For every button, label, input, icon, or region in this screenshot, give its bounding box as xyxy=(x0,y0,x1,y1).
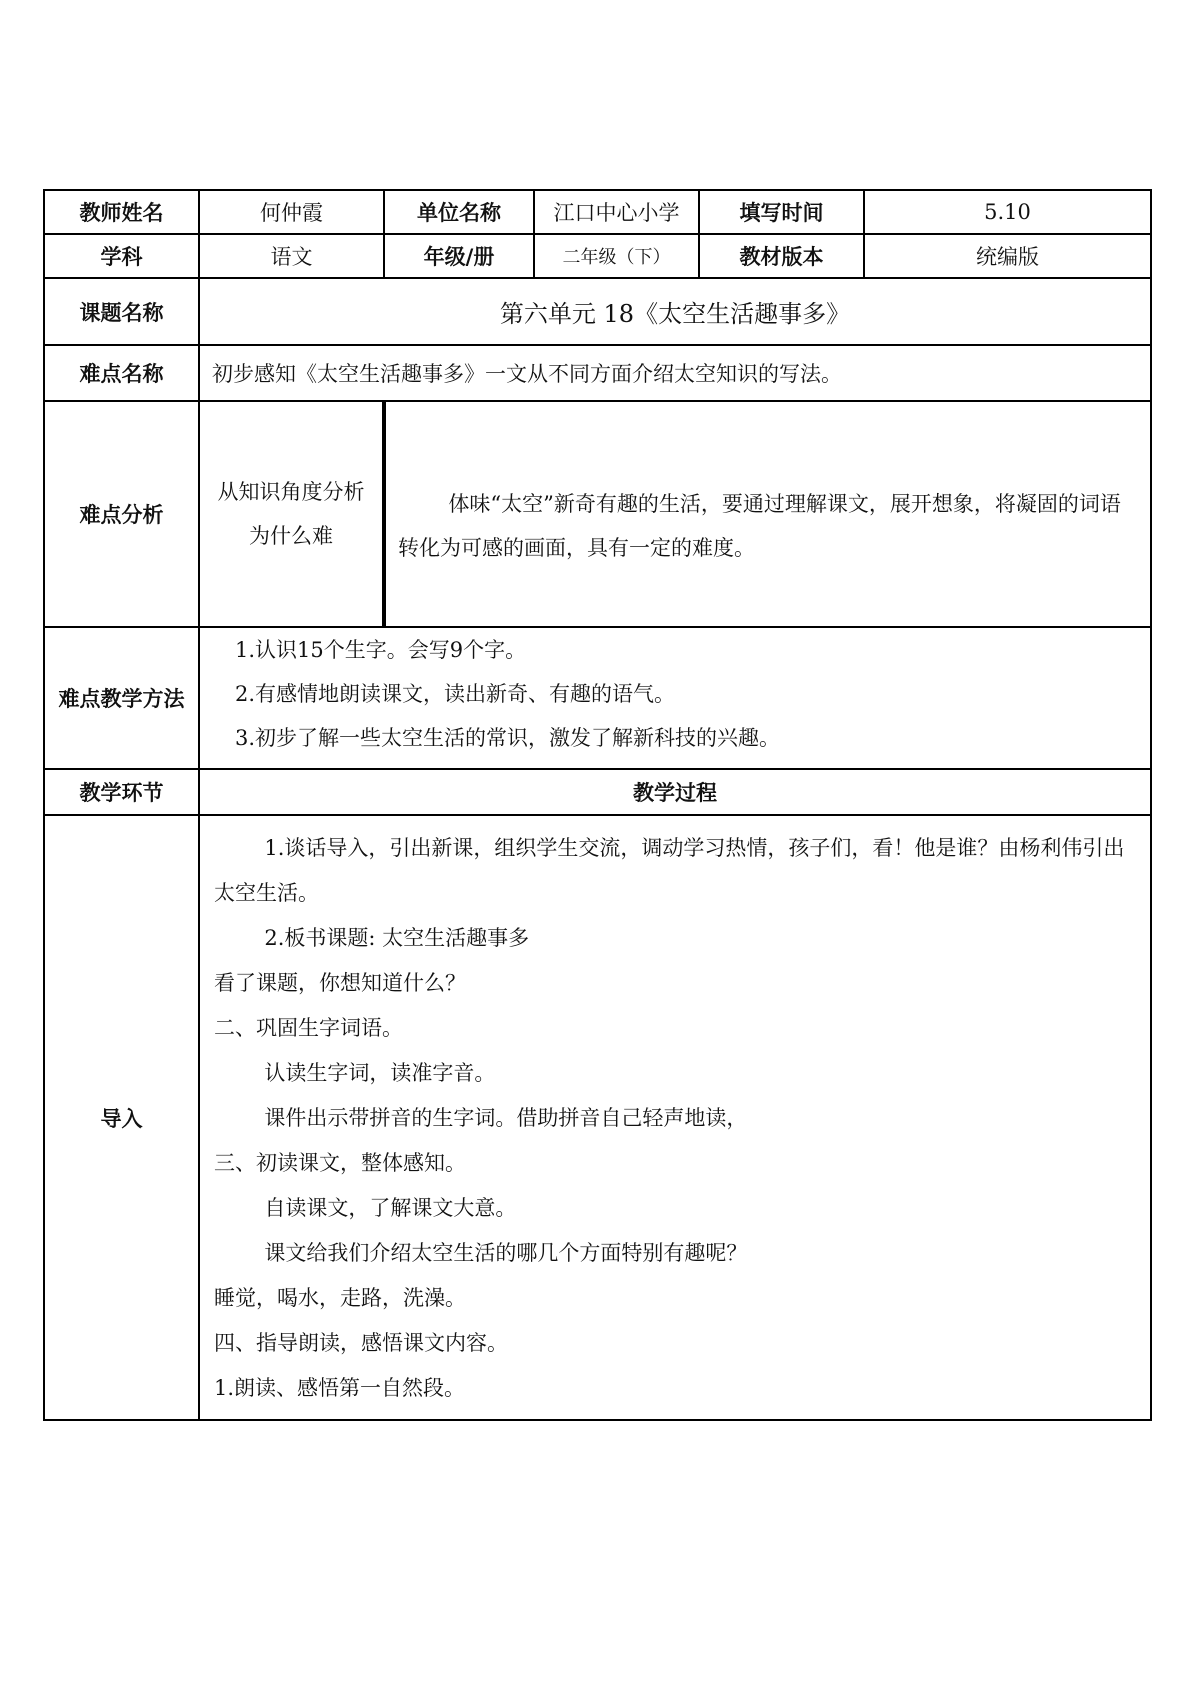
teacher-label: 教师姓名 xyxy=(44,190,199,234)
method-item: 2.有感情地朗读课文，读出新奇、有趣的语气。 xyxy=(235,682,676,706)
grade-label: 年级/册 xyxy=(384,234,534,278)
unit-value: 江口中心小学 xyxy=(534,190,699,234)
date-value: 5.10 xyxy=(864,190,1151,234)
lesson-title: 第六单元 18《太空生活趣事多》 xyxy=(199,278,1151,345)
process-line: 三、初读课文，整体感知。 xyxy=(214,1151,466,1175)
subject-label: 学科 xyxy=(44,234,199,278)
process-line: 1.朗读、感悟第一自然段。 xyxy=(214,1376,466,1400)
methods-label: 难点教学方法 xyxy=(44,627,199,769)
process-line: 1.谈话导入，引出新课，组织学生交流，调动学习热情，孩子们，看！他是谁？由杨利伟引出太空生活。 xyxy=(214,836,1125,905)
lesson-plan-table xyxy=(43,189,1152,1421)
analysis-label: 难点分析 xyxy=(44,401,199,627)
process-line: 课文给我们介绍太空生活的哪几个方面特别有趣呢？ xyxy=(264,1241,748,1265)
lesson-label: 课题名称 xyxy=(44,278,199,345)
process-line: 看了课题，你想知道什么？ xyxy=(214,971,466,995)
unit-label: 单位名称 xyxy=(384,190,534,234)
process-line: 课件出示带拼音的生字词。借助拼音自己轻声地读， xyxy=(264,1106,748,1130)
date-label: 填写时间 xyxy=(699,190,864,234)
teacher-value: 何仲霞 xyxy=(199,190,384,234)
difficulty-label: 难点名称 xyxy=(44,345,199,401)
analysis-sub-label: 从知识角度分析为什么难 xyxy=(199,401,384,627)
stage-name: 导入 xyxy=(44,815,199,1420)
process-line: 认读生字词，读准字音。 xyxy=(264,1061,496,1085)
process-line: 自读课文，了解课文大意。 xyxy=(264,1196,517,1220)
process-line: 四、指导朗读，感悟课文内容。 xyxy=(214,1331,508,1355)
analysis-paragraph: 体味“太空”新奇有趣的生活，要通过理解课文，展开想象，将凝固的词语转化为可感的画面，具有一定的难度。 xyxy=(398,492,1121,560)
process-content xyxy=(199,815,1151,1420)
grade-value: 二年级（下） xyxy=(534,234,699,278)
process-line: 2.板书课题: 太空生活趣事多 xyxy=(264,926,530,950)
stage-header: 教学环节 xyxy=(44,769,199,815)
method-item: 1.认识15个生字。会写9个字。 xyxy=(235,638,527,662)
analysis-text xyxy=(384,401,1151,627)
method-item: 3.初步了解一些太空生活的常识，激发了解新科技的兴趣。 xyxy=(235,726,781,750)
difficulty-value: 初步感知《太空生活趣事多》一文从不同方面介绍太空知识的写法。 xyxy=(199,345,1151,401)
process-line: 二、巩固生字词语。 xyxy=(214,1016,403,1040)
edition-label: 教材版本 xyxy=(699,234,864,278)
subject-value: 语文 xyxy=(199,234,384,278)
methods-list xyxy=(199,627,1151,769)
edition-value: 统编版 xyxy=(864,234,1151,278)
process-header: 教学过程 xyxy=(199,769,1151,815)
process-line: 睡觉，喝水，走路，洗澡。 xyxy=(214,1286,466,1310)
